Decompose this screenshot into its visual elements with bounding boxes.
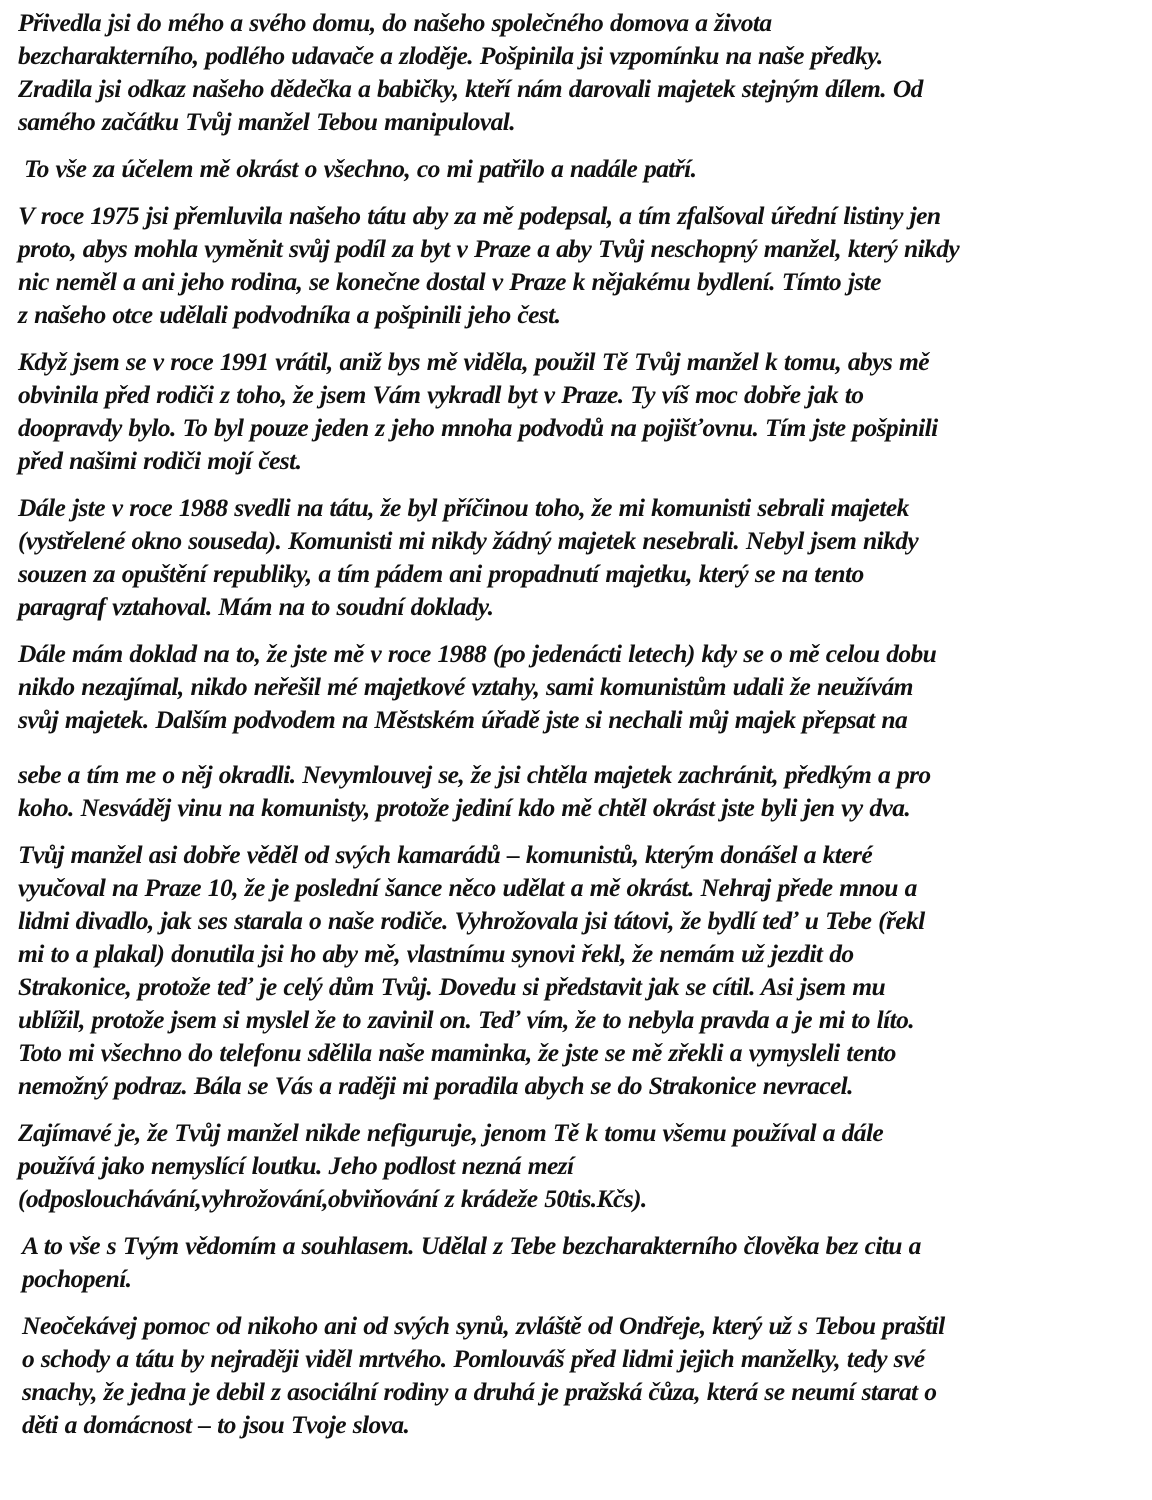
paragraph-1 [18, 6, 1136, 138]
text-line: snachy, že jedna je debil z asociální rodiny a druhá je pražská čůza, která se neumí starat o [22, 1377, 937, 1406]
text-line: bezcharakterního, podlého udavače a zloděje. Pošpinila jsi vzpomínku na naše předky. [18, 41, 883, 70]
text-line: proto, abys mohla vyměnit svůj podíl za byt v Praze a aby Tvůj neschopný manžel, který nikdy [18, 234, 960, 263]
text-line: V roce 1975 jsi přemluvila našeho tátu aby za mě podepsal, a tím zfalšoval úřední listiny jen [18, 201, 941, 230]
text-line: z našeho otce udělali podvodníka a pošpinili jeho čest. [18, 300, 561, 329]
paragraph-3 [18, 199, 1136, 331]
text-line: obvinila před rodiči z toho, že jsem Vám vykradl byt v Praze. Ty víš moc dobře jak to [18, 380, 864, 409]
text-line: pochopení. [22, 1264, 132, 1293]
text-line: vyučoval na Praze 10, že je poslední šance něco udělat a mě okrást. Nehraj přede mnou a [18, 873, 917, 902]
paragraph-4 [18, 345, 1136, 477]
text-line: nikdo nezajímal, nikdo neřešil mé majetkové vztahy, sami komunistům udali že neužívám [18, 672, 913, 701]
text-line: Toto mi všechno do telefonu sdělila naše maminka, že jste se mě zřekli a vymysleli tento [18, 1038, 896, 1067]
text-line: Strakonice, protože teď je celý dům Tvůj. Dovedu si představit jak se cítil. Asi jsem mu [18, 972, 886, 1001]
text-line: koho. Nesváděj vinu na komunisty, protože jediní kdo mě chtěl okrást jste byli jen vy dva. [18, 793, 911, 822]
text-line: Když jsem se v roce 1991 vrátil, aniž bys mě viděla, použil Tě Tvůj manžel k tomu, abys mě [18, 347, 929, 376]
text-line: ublížil, protože jsem si myslel že to zavinil on. Teď vím, že to nebyla pravda a je mi to líto. [18, 1005, 915, 1034]
text-line: A to vše s Tvým vědomím a souhlasem. Udělal z Tebe bezcharakterního člověka bez citu a [22, 1231, 921, 1260]
text-line: sebe a tím me o něj okradli. Nevymlouvej se, že jsi chtěla majetek zachránit, předkým a pro [18, 760, 931, 789]
text-line: děti a domácnost – to jsou Tvoje slova. [22, 1410, 410, 1439]
text-line: mi to a plakal) donutila jsi ho aby mě, vlastnímu synovi řekl, že nemám už jezdit do [18, 939, 854, 968]
text-line: Dále jste v roce 1988 svedli na tátu, že byl příčinou toho, že mi komunisti sebrali majetek [18, 493, 909, 522]
text-line: souzen za opuštění republiky, a tím pádem ani propadnutí majetku, který se na tento [18, 559, 864, 588]
text-line: Zajímavé je, že Tvůj manžel nikde nefiguruje, jenom Tě k tomu všemu používal a dále [18, 1118, 884, 1147]
paragraph-6 [18, 637, 1136, 736]
text-line: samého začátku Tvůj manžel Tebou manipuloval. [18, 107, 516, 136]
text-line: Neočekávej pomoc od nikoho ani od svých synů, zvláště od Ondřeje, který už s Tebou praštil [22, 1311, 945, 1340]
text-line: lidmi divadlo, jak ses starala o naše rodiče. Vyhrožovala jsi tátovi, že bydlí teď u Tebe (řekl [18, 906, 925, 935]
paragraph-2 [18, 152, 1136, 185]
text-line: před našimi rodiči mojí čest. [18, 446, 302, 475]
text-line: Přivedla jsi do mého a svého domu, do našeho společného domova a života [18, 8, 772, 37]
paragraph-9 [18, 1116, 1136, 1215]
text-line: o schody a tátu by nejraději viděl mrtvého. Pomlouváš před lidmi jejich manželky, tedy své [22, 1344, 925, 1373]
text-line: doopravdy bylo. To byl pouze jeden z jeho mnoha podvodů na pojišťovnu. Tím jste pošpinili [18, 413, 938, 442]
text-line: To vše za účelem mě okrást o všechno, co mi patřilo a nadále patří. [24, 154, 697, 183]
text-line: paragraf vztahoval. Mám na to soudní doklady. [18, 592, 494, 621]
text-line: Dále mám doklad na to, že jste mě v roce 1988 (po jedenácti letech) kdy se o mě celou dobu [18, 639, 937, 668]
text-line: nemožný podraz. Bála se Vás a raději mi poradila abych se do Strakonice nevracel. [18, 1071, 853, 1100]
text-line: svůj majetek. Dalším podvodem na Městském úřadě jste si nechali můj majek přepsat na [18, 705, 908, 734]
text-line: Tvůj manžel asi dobře věděl od svých kamarádů – komunistů, kterým donášel a které [18, 840, 873, 869]
paragraph-11 [18, 1309, 1136, 1441]
paragraph-7 [18, 758, 1136, 824]
text-line: (vystřelené okno souseda). Komunisti mi nikdy žádný majetek nesebrali. Nebyl jsem nikdy [18, 526, 919, 555]
text-line: Zradila jsi odkaz našeho dědečka a babičky, kteří nám darovali majetek stejným dílem. Od [18, 74, 923, 103]
text-line: nic neměl a ani jeho rodina, se konečne dostal v Praze k nějakému bydlení. Tímto jste [18, 267, 881, 296]
text-line: používá jako nemyslící loutku. Jeho podlost nezná mezí [18, 1151, 574, 1180]
paragraph-10 [18, 1229, 1136, 1295]
paragraph-5 [18, 491, 1136, 623]
paragraph-8 [18, 838, 1136, 1102]
text-line: (odposlouchávání,vyhrožování,obviňování z krádeže 50tis.Kčs). [18, 1184, 647, 1213]
